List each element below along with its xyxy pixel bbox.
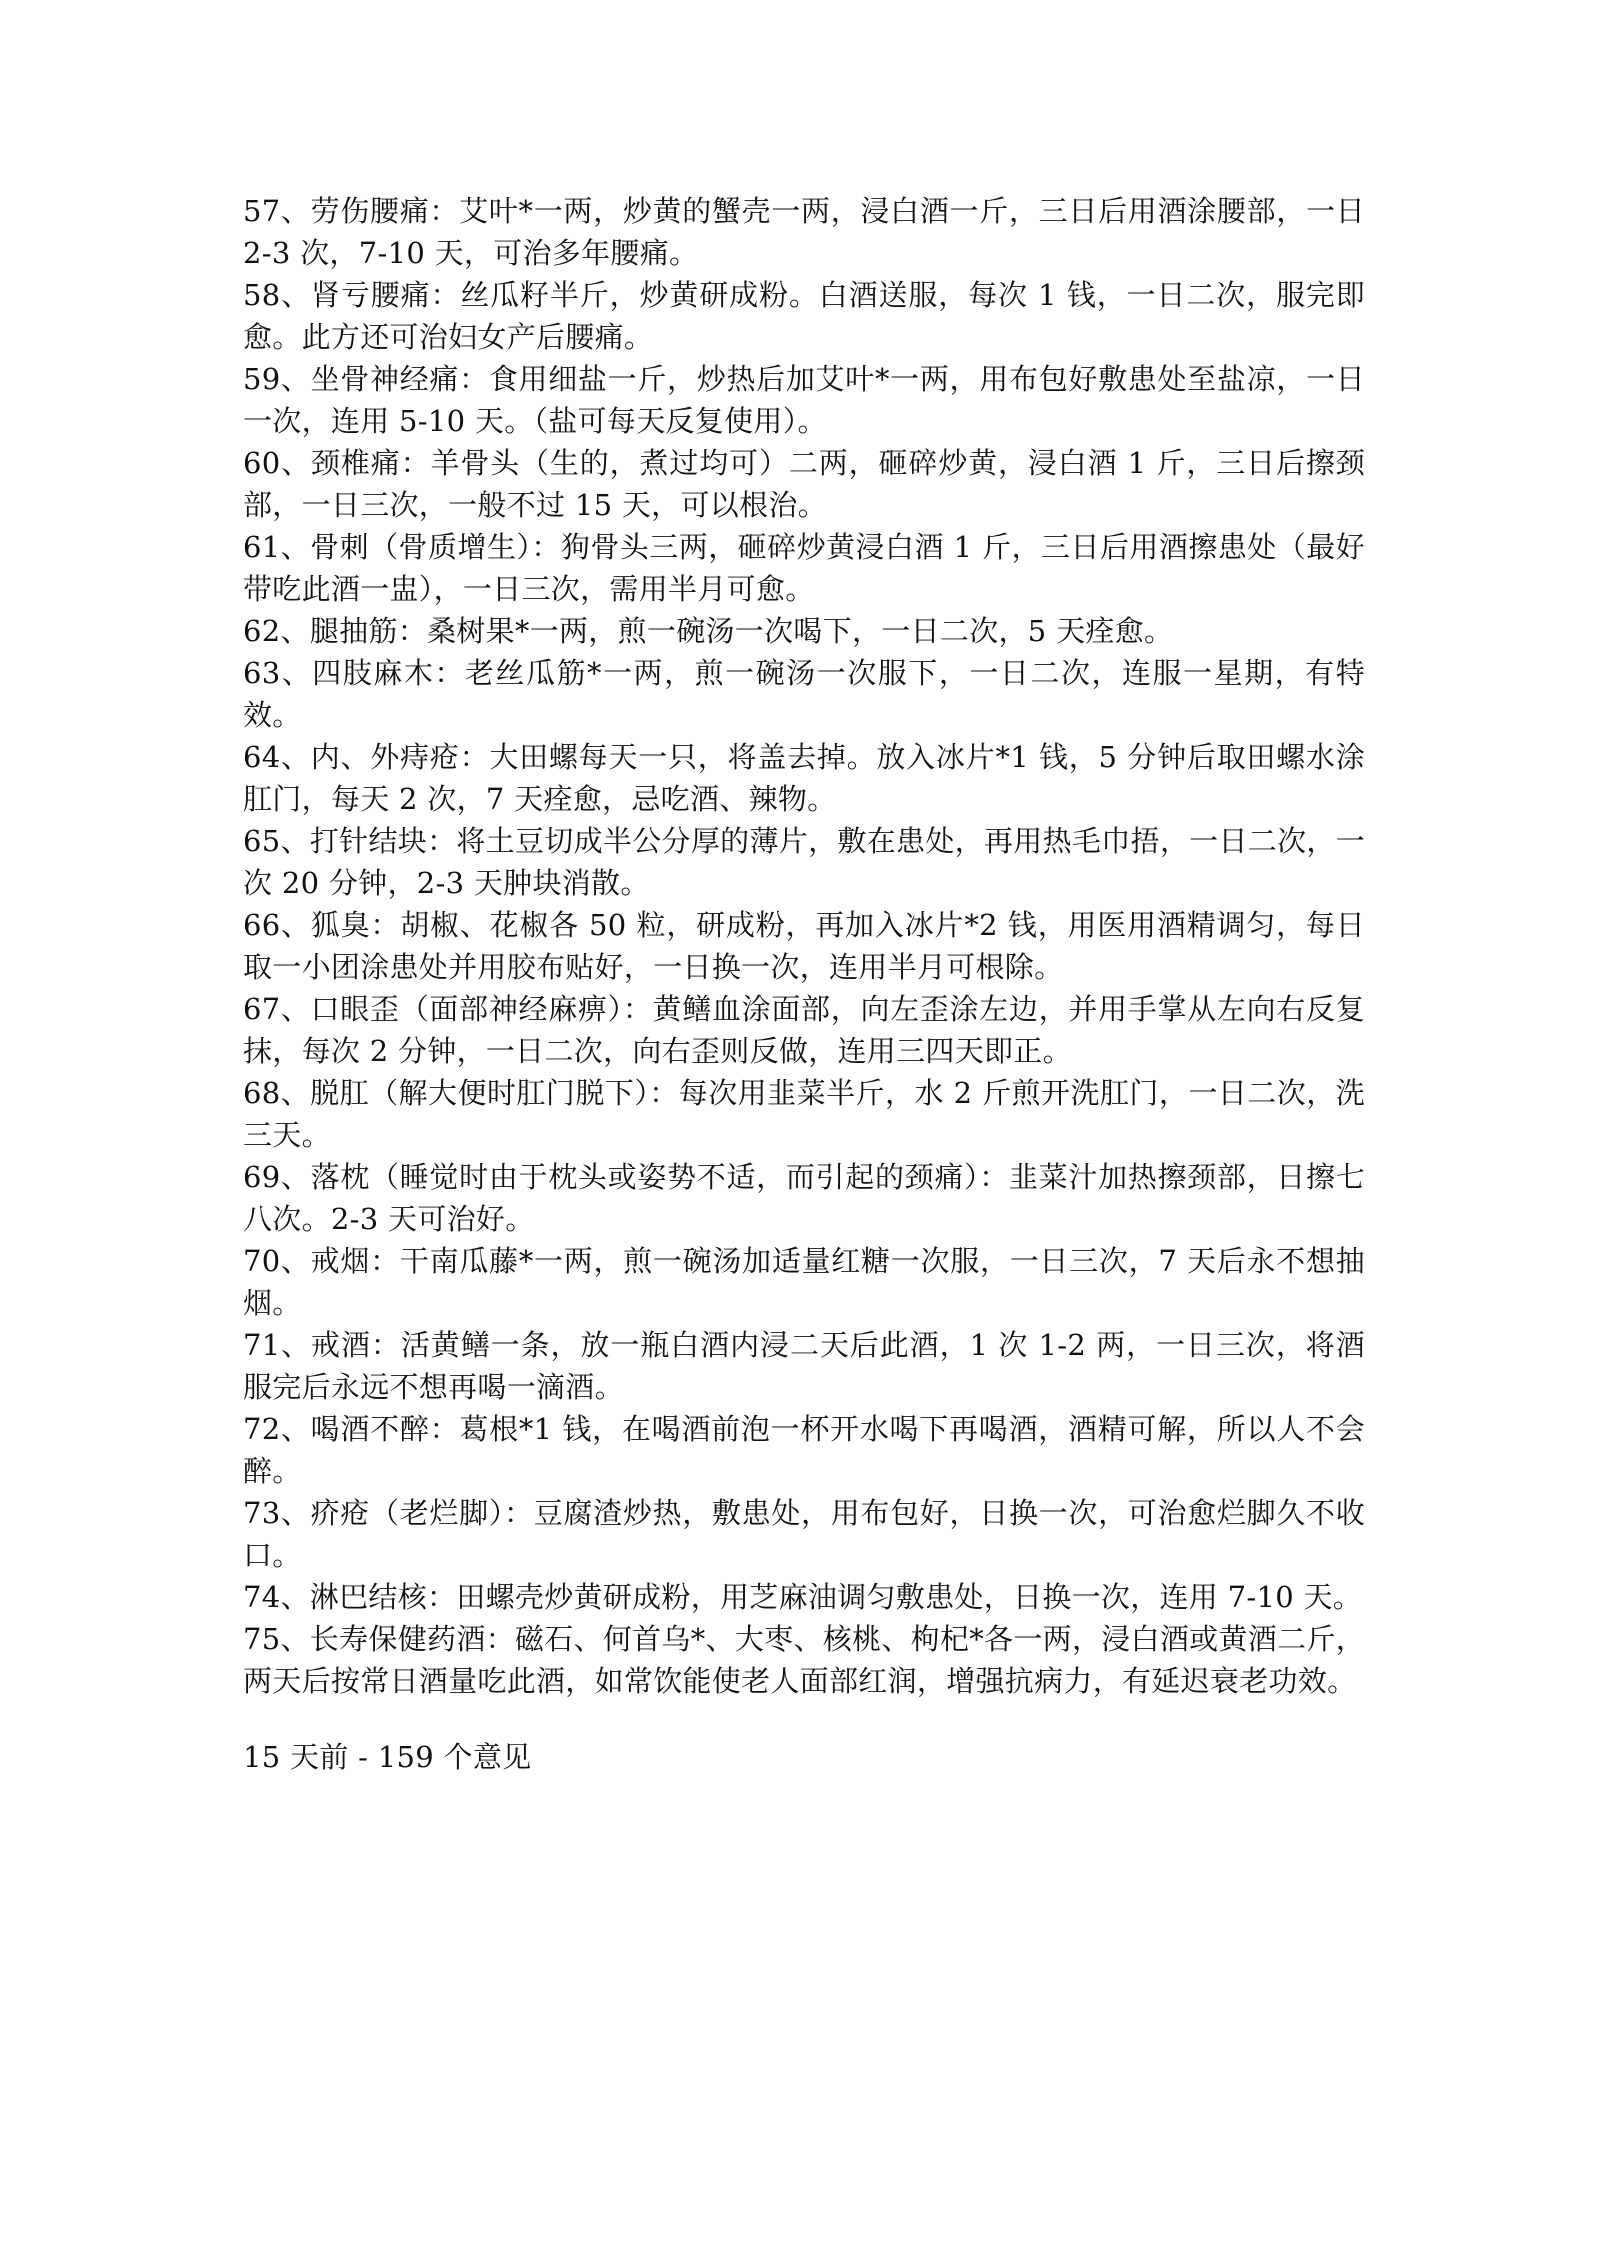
remedy-entry-67: 67、口眼歪（面部神经麻痹）：黄鳝血涂面部，向左歪涂左边，并用手掌从左向右反复抹，每次 2 分钟，一日二次，向右歪则反做，连用三四天即正。	[243, 992, 1365, 1068]
remedy-entry-60: 60、颈椎痛：羊骨头（生的，煮过均可）二两，砸碎炒黄，浸白酒 1 斤，三日后擦颈部，一日三次，一般不过 15 天，可以根治。	[243, 446, 1365, 522]
remedy-entry-71: 71、戒酒：活黄鳝一条，放一瓶白酒内浸二天后此酒，1 次 1-2 两，一日三次，将酒服完后永远不想再喝一滴酒。	[243, 1328, 1365, 1404]
remedy-entry-57: 57、劳伤腰痛：艾叶*一两，炒黄的蟹壳一两，浸白酒一斤，三日后用酒涂腰部，一日 2-3 次，7-10 天，可治多年腰痛。	[243, 194, 1365, 270]
remedy-entry-75: 75、长寿保健药酒：磁石、何首乌*、大枣、核桃、枸杞*各一两，浸白酒或黄酒二斤，两天后按常日酒量吃此酒，如常饮能使老人面部红润，增强抗病力，有延迟衰老功效。	[243, 1622, 1365, 1698]
remedy-entry-69: 69、落枕（睡觉时由于枕头或姿势不适，而引起的颈痛）：韭菜汁加热擦颈部，日擦七八次。2-3 天可治好。	[243, 1160, 1365, 1236]
remedy-entry-58: 58、肾亏腰痛：丝瓜籽半斤，炒黄研成粉。白酒送服，每次 1 钱，一日二次，服完即愈。此方还可治妇女产后腰痛。	[243, 278, 1365, 354]
remedy-entry-62: 62、腿抽筋：桑树果*一两，煎一碗汤一次喝下，一日二次，5 天痊愈。	[243, 614, 1174, 648]
document-page	[243, 190, 1365, 1778]
remedy-entry-74: 74、淋巴结核：田螺壳炒黄研成粉，用芝麻油调匀敷患处，日换一次，连用 7-10 天。	[243, 1580, 1363, 1614]
remedy-entry-73: 73、疥疮（老烂脚）：豆腐渣炒热，敷患处，用布包好，日换一次，可治愈烂脚久不收口。	[243, 1496, 1365, 1572]
remedy-entry-64: 64、内、外痔疮：大田螺每天一只，将盖去掉。放入冰片*1 钱，5 分钟后取田螺水涂肛门，每天 2 次，7 天痊愈，忌吃酒、辣物。	[243, 740, 1365, 816]
remedy-entry-61: 61、骨刺（骨质增生）：狗骨头三两，砸碎炒黄浸白酒 1 斤，三日后用酒擦患处（最好带吃此酒一盅），一日三次，需用半月可愈。	[243, 530, 1365, 606]
remedy-entry-66: 66、狐臭：胡椒、花椒各 50 粒，研成粉，再加入冰片*2 钱，用医用酒精调匀，每日取一小团涂患处并用胶布贴好，一日换一次，连用半月可根除。	[243, 908, 1365, 984]
remedy-entry-72: 72、喝酒不醉：葛根*1 钱，在喝酒前泡一杯开水喝下再喝酒，酒精可解，所以人不会醉。	[243, 1412, 1365, 1488]
remedy-entry-65: 65、打针结块：将土豆切成半公分厚的薄片，敷在患处，再用热毛巾捂，一日二次，一次 20 分钟，2-3 天肿块消散。	[243, 824, 1365, 900]
remedy-entry-68: 68、脱肛（解大便时肛门脱下）：每次用韭菜半斤，水 2 斤煎开洗肛门，一日二次，洗三天。	[243, 1076, 1365, 1152]
remedy-entry-63: 63、四肢麻木：老丝瓜筋*一两，煎一碗汤一次服下，一日二次，连服一星期，有特效。	[243, 656, 1365, 732]
remedy-entry-59: 59、坐骨神经痛：食用细盐一斤，炒热后加艾叶*一两，用布包好敷患处至盐凉，一日一次，连用 5-10 天。（盐可每天反复使用）。	[243, 362, 1365, 438]
post-meta-footer: 15 天前 - 159 个意见	[243, 1740, 532, 1774]
remedy-entry-70: 70、戒烟：干南瓜藤*一两，煎一碗汤加适量红糖一次服，一日三次，7 天后永不想抽烟。	[243, 1244, 1365, 1320]
